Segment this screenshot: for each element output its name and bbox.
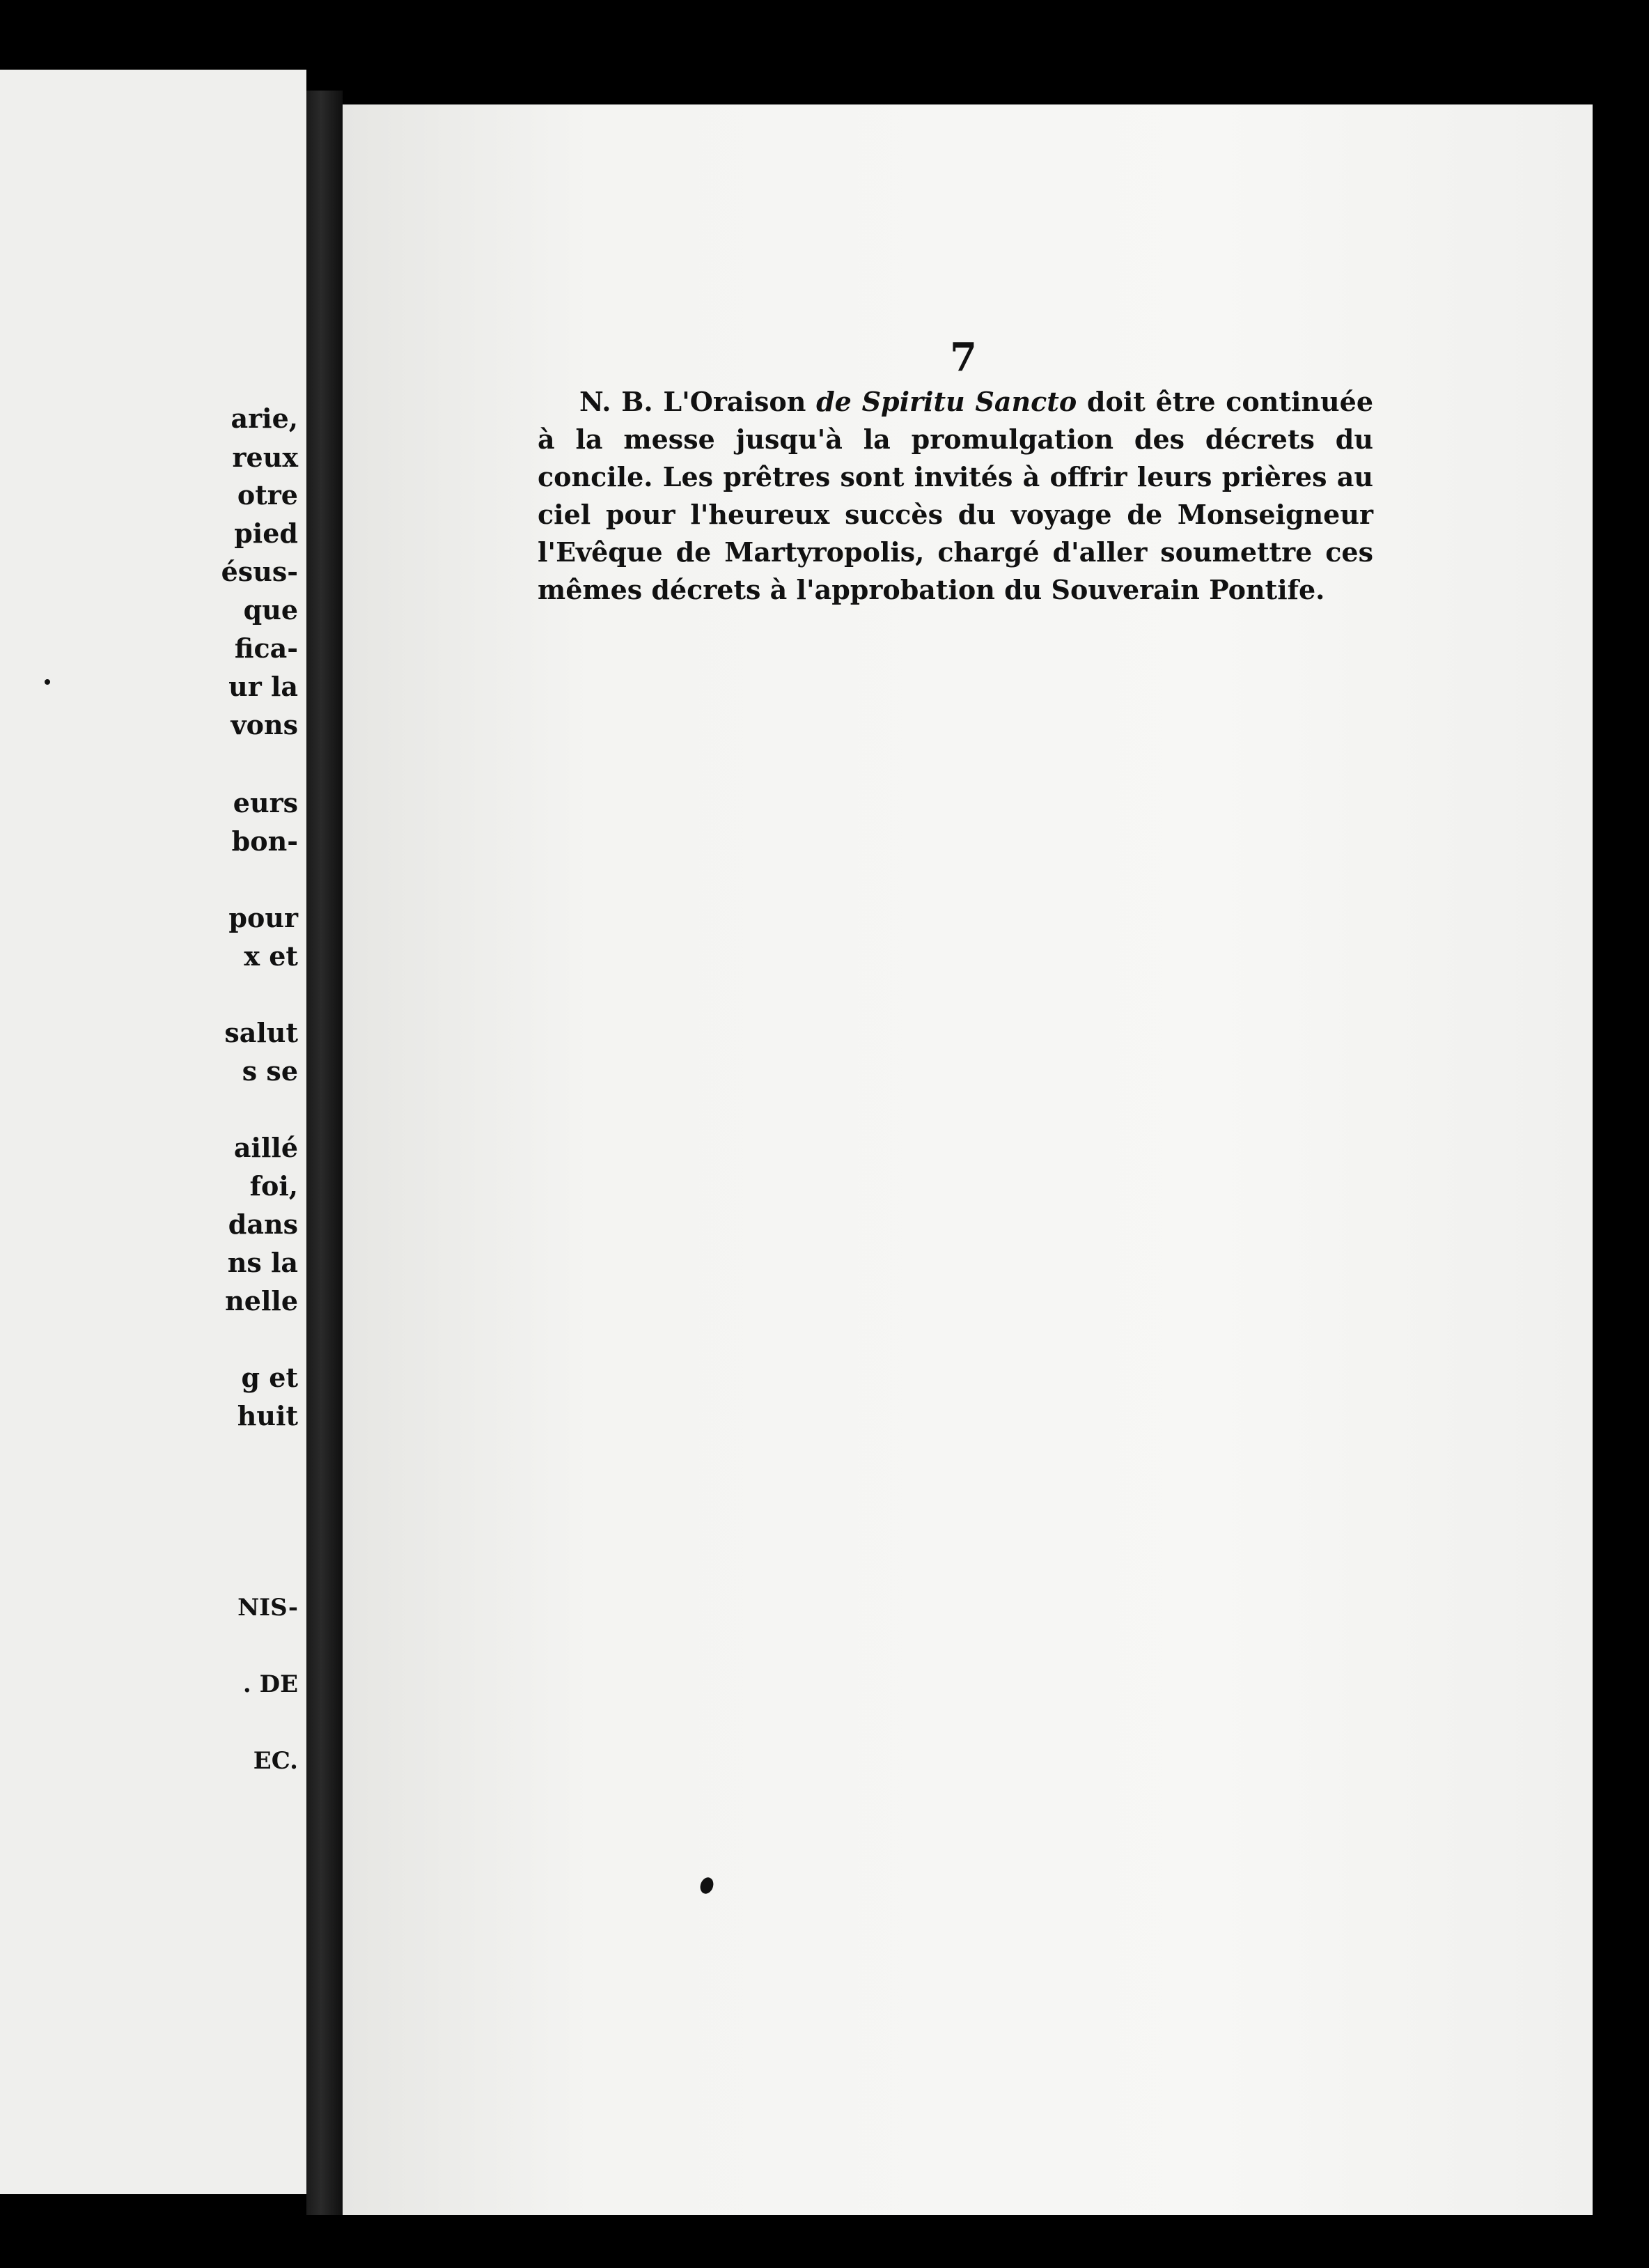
left-fragment: s se (242, 1055, 298, 1087)
text-part-1: L'Oraison (652, 386, 817, 417)
left-fragment: NIS- (237, 1594, 298, 1622)
left-fragment: huit (237, 1400, 298, 1431)
left-facing-page (0, 70, 306, 2194)
ink-spot (698, 1876, 715, 1896)
left-fragment: vons (230, 709, 298, 740)
page-gutter (306, 91, 343, 2215)
left-fragment: x et (244, 940, 298, 972)
text-italic-title: de Spiritu Sancto (816, 386, 1077, 417)
left-fragment: bon- (231, 825, 298, 857)
left-fragment: pied (234, 518, 298, 549)
left-fragment: EC. (253, 1747, 298, 1775)
nota-bene-paragraph (538, 383, 1373, 609)
left-fragment: aillé (233, 1132, 298, 1163)
left-fragment: fica- (234, 632, 298, 664)
left-fragment: que (243, 594, 298, 626)
left-page-text-fragments (0, 70, 306, 2194)
text-part-2: doit être continuée à la messe jusqu'à la promulgation des décrets du concile. Les prêtres sont invités à offrir leurs prières au ciel pour l'heureux succès du voyage de Monseigneur l'Evêque de Martyropolis, chargé d'aller soumettre ces mêmes décrets à l'approbation du Souverain Pontife. (538, 386, 1373, 605)
left-fragment: nelle (225, 1285, 298, 1316)
left-fragment: pour (228, 902, 298, 933)
left-fragment: arie, (230, 403, 298, 434)
left-fragment: otre (237, 479, 298, 511)
page-number: 7 (950, 334, 977, 380)
left-fragment: dans (228, 1209, 298, 1240)
left-fragment: ésus- (221, 556, 298, 587)
left-fragment: ns la (227, 1247, 298, 1278)
main-page (343, 104, 1593, 2215)
left-fragment: reux (232, 442, 298, 473)
left-fragment: . DE (242, 1670, 298, 1698)
left-fragment: ur la (228, 671, 298, 702)
nb-label: N. B. (579, 386, 653, 417)
left-fragment: g et (241, 1362, 298, 1393)
left-fragment: salut (224, 1017, 298, 1048)
left-fragment: eurs (233, 787, 298, 818)
left-fragment: foi, (249, 1170, 298, 1202)
